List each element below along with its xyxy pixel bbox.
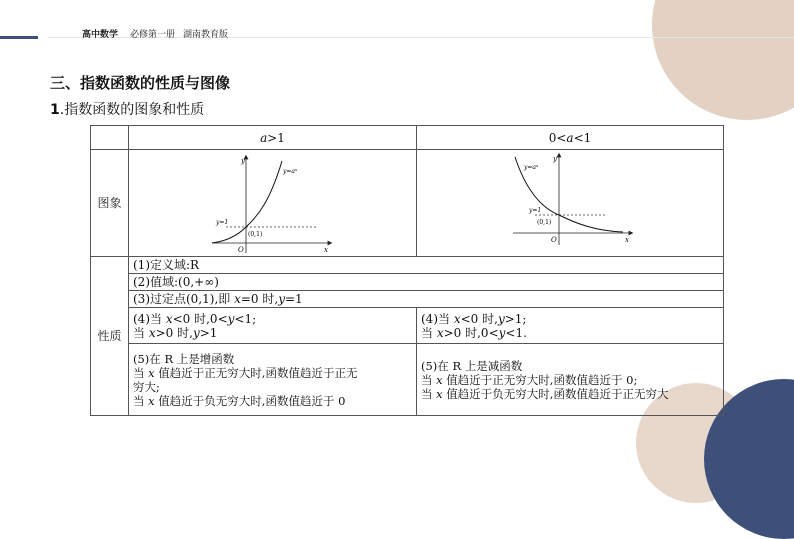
x-axis-label: x [323,246,328,254]
text-line: (4)当 x<0 时,0<y<1; [133,311,257,326]
property-row-5 [91,344,724,416]
text-line: (4)当 x<0 时,y>1; [421,311,527,326]
property-row-4 [91,308,724,344]
graph-row [91,150,724,257]
header-accent-bar [0,36,38,39]
section-title: 三、指数函数的性质与图像 [50,74,231,92]
point-label: (0,1) [247,231,262,238]
increasing-exponential-graph [208,151,338,255]
property-row-2 [91,274,724,291]
text-line: (5)在 R 上是增函数 [133,351,235,366]
curve-label: $y=a^x$ [524,162,539,171]
origin-label: O [551,236,557,244]
text-line: 当 x>0 时,0<y<1. [421,325,527,340]
col-header-a-lt-1: 0<a<1 [417,126,724,150]
asymptote-label: y=1 [215,219,228,226]
property-monotonic-a-lt-1 [417,344,724,416]
subsection-title [50,99,204,119]
property-sign-a-lt-1 [417,308,724,344]
text-line: 当 x 值趋近于正无穷大时,函数值趋近于 0; [421,372,638,387]
decor-circle-top-right [652,0,794,120]
x-axis-label: x [625,236,629,244]
property-domain: (1)定义域:R [129,257,724,274]
page-header [82,27,228,40]
graph-cell-increasing [129,150,417,257]
text-line: 当 x 值趋近于负无穷大时,函数值趋近于正无穷大 [421,386,669,401]
property-monotonic-a-gt-1 [129,344,417,416]
subsection-number: 1 [50,102,60,118]
y-axis-label: y [553,155,557,163]
text-line: 当 x>0 时,y>1 [133,325,218,340]
curve-increasing [212,161,282,243]
col-header-a-gt-1: a>1 [129,126,417,150]
asymptote-label: y=1 [529,207,542,214]
property-fixed-point: (3)过定点(0,1),即 x=0 时,y=1 [129,291,724,308]
header-publisher: 湖南教育版 [183,30,229,40]
property-row-3 [91,291,724,308]
property-sign-a-gt-1 [129,308,417,344]
property-row-1 [91,257,724,274]
text-line: (5)在 R 上是减函数 [421,358,523,373]
y-axis-label: y [240,157,245,165]
text-line: 当 x 值趋近于正无穷大时,函数值趋近于正无 [133,365,358,380]
header-book: 必修第一册 [130,30,176,40]
point-label: (0,1) [537,219,552,226]
exponential-function-table [90,125,724,416]
graph-cell-decreasing [417,150,724,257]
text-line: 当 x 值趋近于负无穷大时,函数值趋近于 0 [133,393,346,408]
property-range: (2)值域:(0,+∞) [129,274,724,291]
origin-label: O [237,246,244,254]
curve-label: $y=a^x$ [282,166,297,175]
decreasing-exponential-graph [505,151,635,255]
header-subject: 高中数学 [82,30,119,40]
row-label-graph: 图象 [91,150,129,257]
row-label-properties: 性质 [91,257,129,416]
text-line: 穷大; [133,379,160,394]
subsection-text: .指数函数的图象和性质 [59,102,205,118]
corner-cell [91,126,129,150]
table-header-row [91,126,724,150]
